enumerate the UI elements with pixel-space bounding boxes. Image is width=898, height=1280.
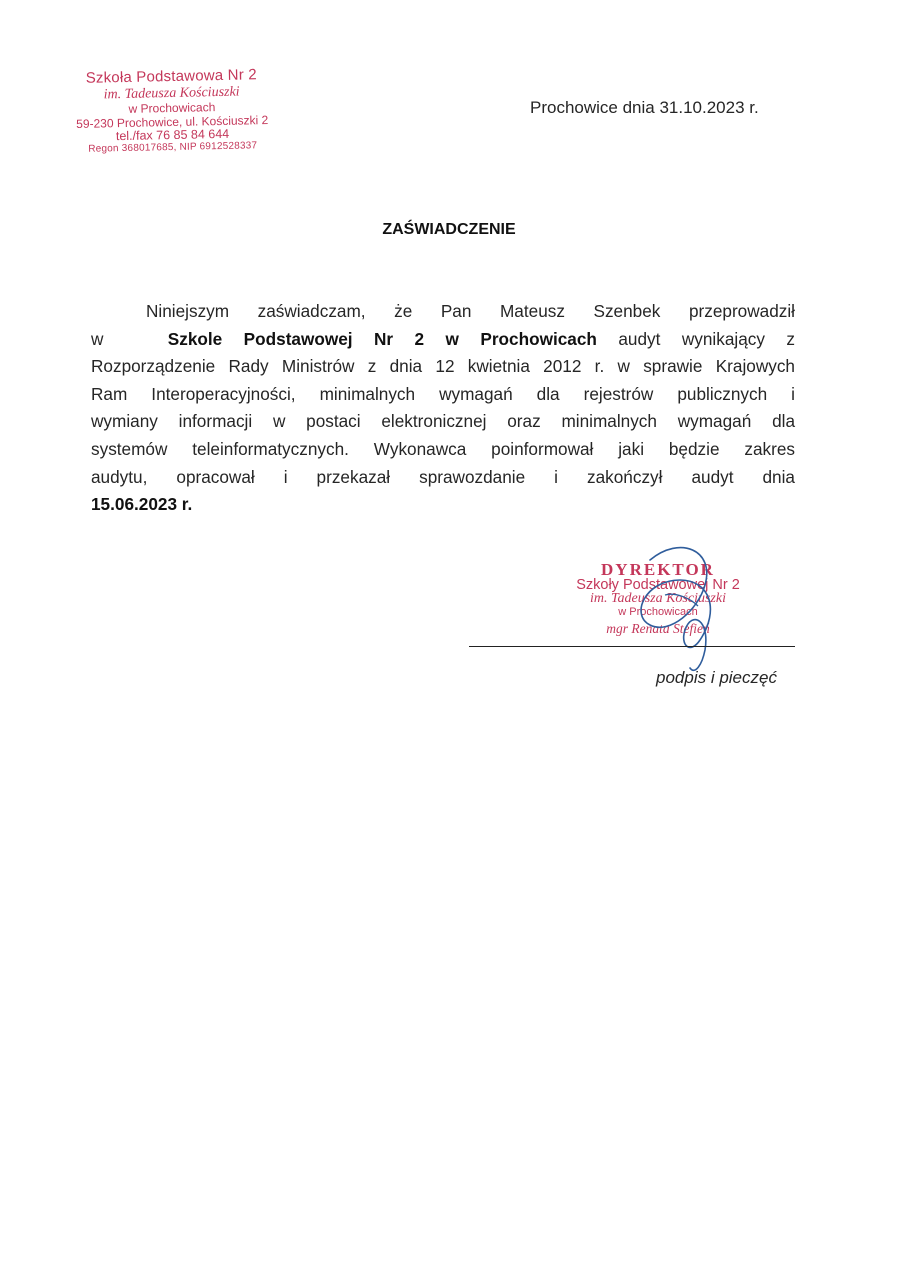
director-stamp-town: w Prochowicach xyxy=(618,606,698,618)
school-stamp xyxy=(61,66,283,156)
stamp-school-name: Szkoła Podstawowa Nr 2 xyxy=(85,66,258,87)
body-line-2-start: w xyxy=(91,328,104,349)
director-stamp-school: Szkoły Podstawowej Nr 2 xyxy=(576,577,740,593)
body-line-5: wymiany informacji w postaci elektronicznej oraz minimalnych wymagań dla xyxy=(91,411,795,432)
body-line-2-end: audyt wynikający z xyxy=(618,328,795,349)
certificate-body xyxy=(91,298,795,519)
body-line-2 xyxy=(91,326,795,354)
body-line-1: Niniejszym zaświadczam, że Pan Mateusz Szenbek przeprowadził xyxy=(146,301,795,321)
director-stamp-patron: im. Tadeusza Kościuszki xyxy=(589,591,726,606)
stamp-regon-nip: Regon 368017685, NIP 6912528337 xyxy=(88,140,258,155)
document-title: ZAŚWIADCZENIE xyxy=(382,221,516,238)
signature-caption: podpis i pieczęć xyxy=(656,668,777,687)
audit-end-date: 15.06.2023 r. xyxy=(91,494,193,515)
body-line-3: Rozporządzenie Rady Ministrów z dnia 12 kwietnia 2012 r. w sprawie Krajowych xyxy=(91,356,795,377)
school-name-bold: Szkole Podstawowej Nr 2 w Prochowicach xyxy=(167,328,597,349)
signature-line xyxy=(469,646,795,647)
body-line-6: systemów teleinformatycznych. Wykonawca poinformował jaki będzie zakres xyxy=(91,438,795,459)
stamp-phone: tel./fax 76 85 84 644 xyxy=(115,126,230,144)
stamp-patron: im. Tadeusza Kościuszki xyxy=(103,84,240,103)
document-date: Prochowice dnia 31.10.2023 r. xyxy=(530,98,759,117)
body-line-8 xyxy=(91,491,795,519)
body-line-7: audytu, opracował i przekazał sprawozdanie i zakończył audyt dnia xyxy=(91,466,795,487)
stamp-town: w Prochowicach xyxy=(128,100,216,116)
director-stamp-name: mgr Renata Stefień xyxy=(606,621,710,636)
body-line-4: Ram Interoperacyjności, minimalnych wymagań dla rejestrów publicznych i xyxy=(91,383,795,404)
stamp-address: 59-230 Prochowice, ul. Kościuszki 2 xyxy=(76,112,269,132)
director-stamp-title: DYREKTOR xyxy=(601,560,715,579)
